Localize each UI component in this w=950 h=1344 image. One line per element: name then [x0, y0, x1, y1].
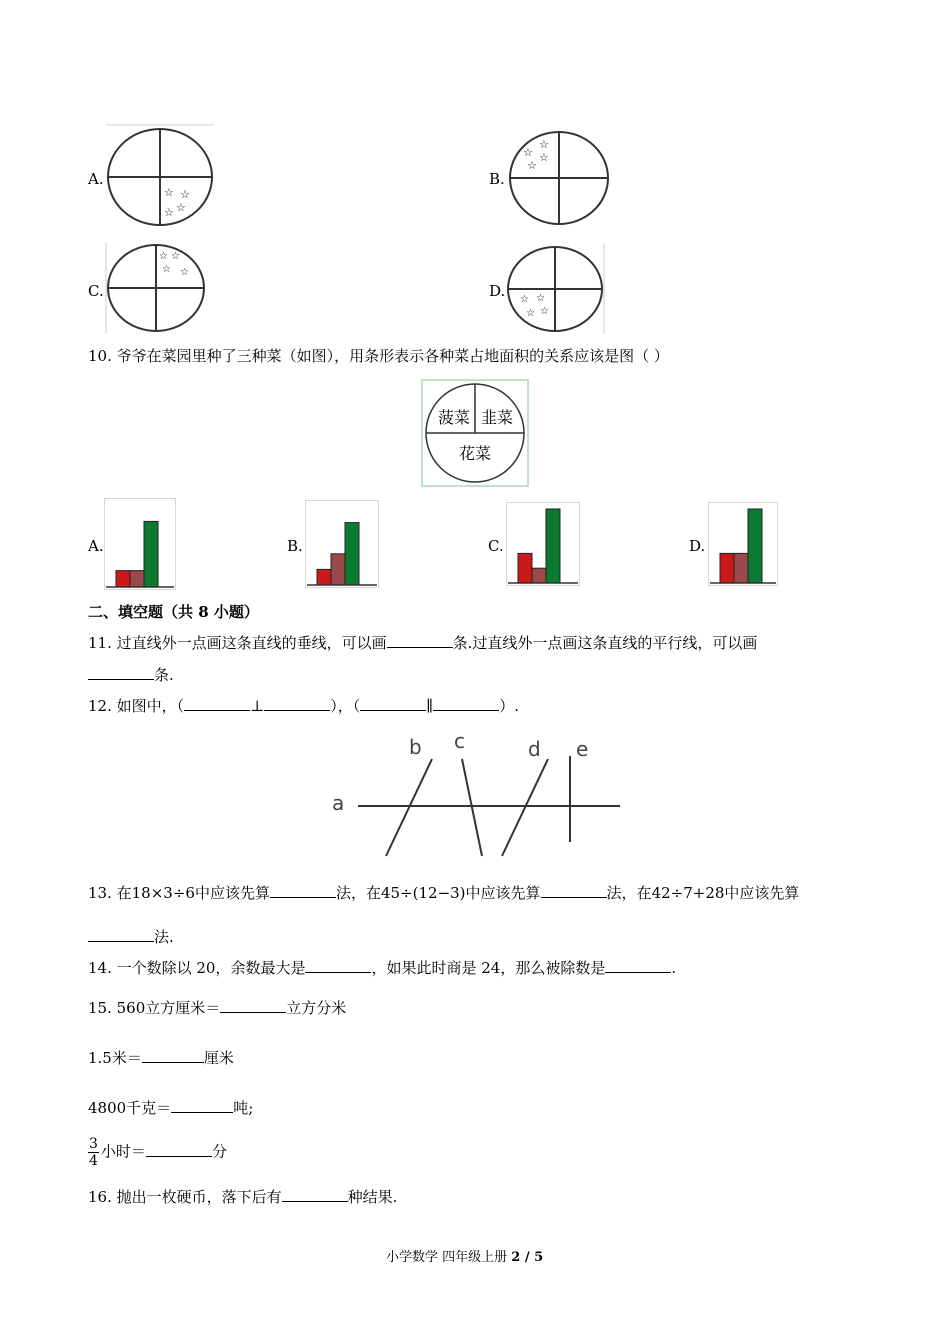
- answer-blank[interactable]: [146, 1142, 212, 1157]
- q9-circle-c: [105, 242, 207, 336]
- star-icon: ☆: [540, 306, 549, 317]
- q10-bar-chart-b: [305, 500, 379, 588]
- line-label-c: c: [454, 729, 465, 753]
- answer-blank[interactable]: [541, 883, 607, 898]
- star-icon: ☆: [164, 186, 174, 199]
- q13-line1: [88, 882, 799, 903]
- q12-text-a: 12. 如图中，（: [88, 697, 185, 715]
- bar-0: [518, 553, 532, 583]
- star-icon: ☆: [536, 293, 545, 304]
- star-icon: ☆: [159, 251, 168, 262]
- q13-text: 法，在: [606, 884, 652, 902]
- pie-label-chives: 韭菜: [480, 408, 514, 427]
- q10-option-d-label: D.: [689, 537, 706, 555]
- pie-label-spinach: 菠菜: [437, 408, 471, 427]
- q11-text-c: 条.: [154, 666, 174, 684]
- star-icon: ☆: [176, 201, 186, 214]
- q16-text-a: 16. 抛出一枚硬币，落下后有: [88, 1188, 282, 1206]
- q15-line4: [88, 1136, 227, 1169]
- q10-bar-chart-d: [708, 502, 778, 586]
- q10-question: 10. 爷爷在菜园里种了三种菜（如图），用条形表示各种菜占地面积的关系应该是图（ ）: [88, 347, 669, 365]
- q9-option-d-label: D.: [489, 282, 506, 300]
- answer-blank[interactable]: [282, 1187, 348, 1202]
- q13-expr-2: 45÷(12−3): [380, 884, 466, 902]
- q13-text: 中应该先算: [724, 884, 800, 902]
- q13-text: 13. 在: [88, 884, 132, 902]
- perpendicular-symbol: ⊥: [250, 697, 265, 715]
- page-number: 2 / 5: [511, 1250, 544, 1265]
- q9-option-a-label: A.: [88, 170, 104, 188]
- answer-blank[interactable]: [264, 696, 330, 711]
- q15-text: 立方分米: [286, 999, 347, 1017]
- bar-1: [331, 554, 345, 585]
- q9-option-c-label: C.: [88, 282, 104, 300]
- q10-bar-chart-a: [104, 498, 176, 590]
- answer-blank[interactable]: [270, 883, 336, 898]
- q14-text-b: ，如果此时商是 24，那么被除数是: [371, 959, 606, 977]
- answer-blank[interactable]: [360, 696, 426, 711]
- answer-blank[interactable]: [184, 696, 250, 711]
- star-icon: ☆: [523, 146, 533, 159]
- bar-2: [748, 509, 762, 583]
- q10-garden-pie: [421, 379, 529, 487]
- q15-line2: [88, 1047, 234, 1068]
- q10-option-b-label: B.: [287, 537, 303, 555]
- q9-circle-d: [506, 244, 606, 336]
- star-icon: ☆: [526, 308, 535, 319]
- answer-blank[interactable]: [88, 927, 154, 942]
- q12-line: [88, 695, 519, 716]
- q15-text: 4800千克＝: [88, 1099, 172, 1117]
- bar-0: [720, 553, 734, 583]
- line-label-b: b: [409, 735, 422, 759]
- q13-text: 法.: [154, 928, 174, 946]
- bar-1: [130, 571, 144, 587]
- q12-lines-diagram: [322, 726, 626, 860]
- q10-option-a-label: A.: [88, 537, 104, 555]
- q16-text-b: 种结果.: [347, 1188, 398, 1206]
- star-icon: ☆: [171, 251, 180, 262]
- line-label-e: e: [576, 737, 589, 761]
- q9-circle-b: [506, 128, 612, 228]
- bar-2: [546, 509, 560, 583]
- pie-label-cauliflower: 花菜: [458, 444, 492, 463]
- answer-blank[interactable]: [88, 665, 154, 680]
- star-icon: ☆: [539, 151, 549, 164]
- q14-text-a: 14. 一个数除以 20，余数最大是: [88, 959, 306, 977]
- q10-bar-chart-c: [506, 502, 580, 586]
- q14-text-c: .: [671, 959, 677, 977]
- parallel-symbol: ∥: [426, 697, 434, 715]
- q9-circle-a: [104, 124, 216, 230]
- q9-option-b-label: B.: [489, 170, 505, 188]
- answer-blank[interactable]: [433, 696, 499, 711]
- q15-text: 小时＝: [100, 1142, 146, 1161]
- bar-0: [116, 571, 130, 587]
- footer-text: 小学数学 四年级上册: [386, 1250, 508, 1265]
- q16-line: [88, 1186, 397, 1207]
- answer-blank[interactable]: [305, 958, 371, 973]
- q10-option-c-label: C.: [488, 537, 504, 555]
- q15-text: 吨;: [233, 1099, 254, 1117]
- bar-2: [345, 523, 359, 585]
- q13-text: 中应该先算: [194, 884, 270, 902]
- star-icon: ☆: [520, 294, 529, 305]
- answer-blank[interactable]: [171, 1098, 233, 1113]
- bar-2: [144, 521, 158, 587]
- line-label-d: d: [528, 737, 541, 761]
- star-icon: ☆: [539, 138, 549, 151]
- q13-line2: [88, 926, 174, 947]
- star-icon: ☆: [162, 264, 171, 275]
- fraction-denominator: 4: [89, 1153, 98, 1169]
- fraction: [88, 1136, 99, 1169]
- q15-line3: [88, 1097, 253, 1118]
- answer-blank[interactable]: [220, 998, 286, 1013]
- q11-text-a: 11. 过直线外一点画这条直线的垂线，可以画: [88, 634, 387, 652]
- page-footer: [386, 1246, 543, 1265]
- line-label-a: a: [332, 791, 345, 815]
- fraction-numerator: 3: [89, 1136, 98, 1152]
- q13-text: 中应该先算: [465, 884, 541, 902]
- q15-line1: [88, 997, 346, 1018]
- q11-line2: [88, 664, 174, 685]
- bar-1: [734, 553, 748, 583]
- q15-text: 1.5米＝: [88, 1049, 142, 1067]
- answer-blank[interactable]: [387, 633, 453, 648]
- q13-text: 法，在: [335, 884, 381, 902]
- q15-text: 15. 560立方厘米＝: [88, 999, 221, 1017]
- q15-text: 厘米: [203, 1049, 234, 1067]
- q12-text-b: ），（: [330, 697, 361, 715]
- q13-expr-3: 42÷7+28: [651, 884, 725, 902]
- q14-line: [88, 957, 676, 978]
- star-icon: ☆: [527, 159, 537, 172]
- q11-text-b: 条.过直线外一点画这条直线的平行线，可以画: [452, 634, 758, 652]
- answer-blank[interactable]: [605, 958, 671, 973]
- q15-text: 分: [211, 1142, 227, 1161]
- bar-1: [532, 568, 546, 583]
- section-title: 二、填空题（共 8 小题）: [88, 603, 259, 621]
- answer-blank[interactable]: [142, 1048, 204, 1063]
- q11-line1: [88, 632, 757, 653]
- star-icon: ☆: [180, 188, 190, 201]
- star-icon: ☆: [164, 206, 174, 219]
- bar-0: [317, 569, 331, 585]
- q12-text-c: ）.: [499, 697, 519, 715]
- star-icon: ☆: [180, 267, 189, 278]
- q13-expr-1: 18×3÷6: [131, 884, 195, 902]
